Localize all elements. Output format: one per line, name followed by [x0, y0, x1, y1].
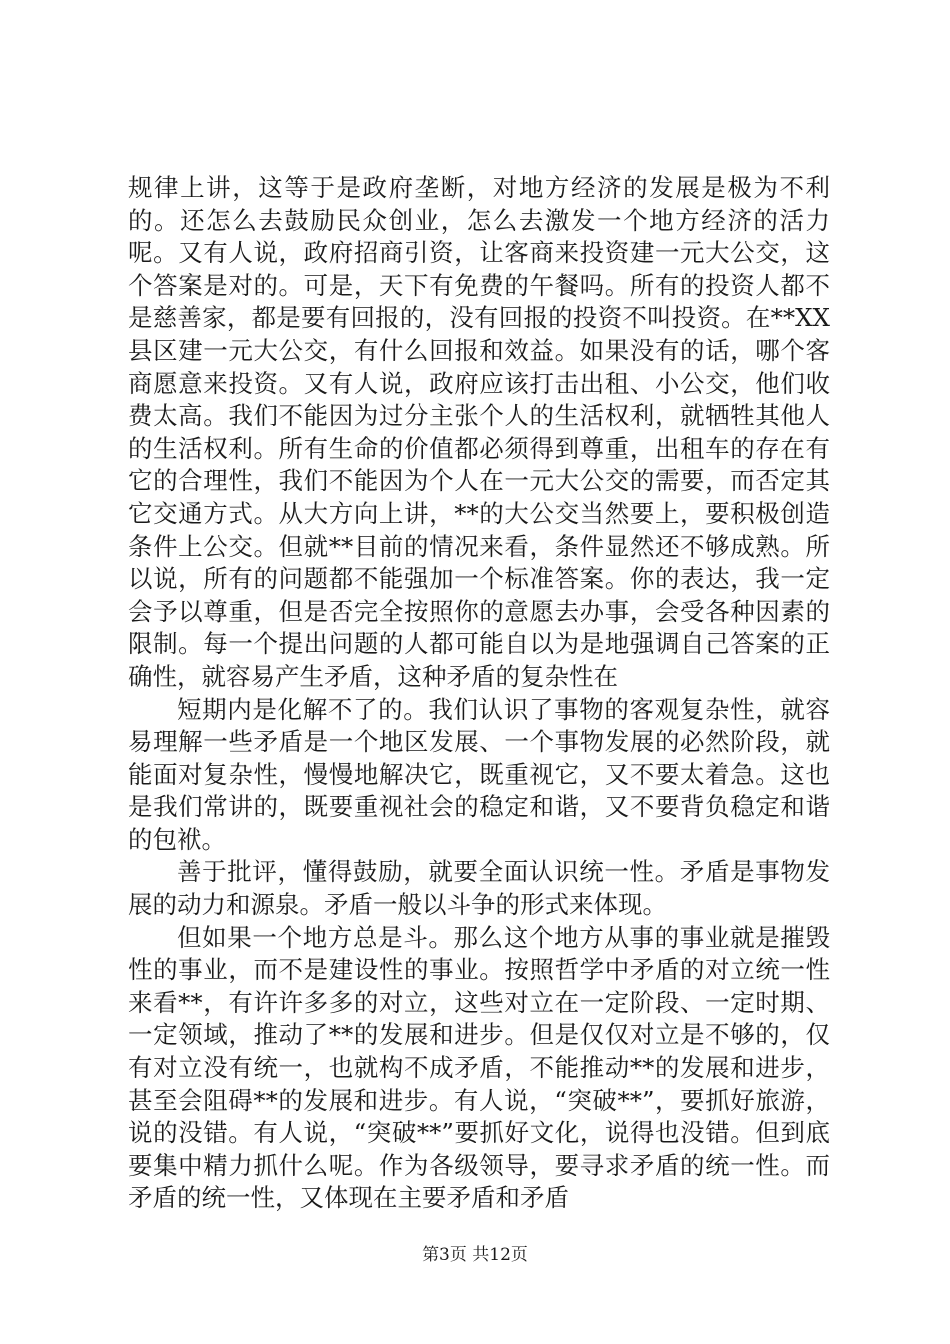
paragraph-4: 但如果一个地方总是斗。那么这个地方从事的事业就是摧毁性的事业，而不是建设性的事业。按照哲学中矛盾的对立统一性来看**，有许许多多的对立，这些对立在一定阶段、一定时期、一定领域，推动了**的发展和进步。但是仅仅对立是不够的，仅有对立没有统一，也就构不成矛盾，不能推动**的发展和进步，甚至会阻碍**的发展和进步。有人说，“突破**”，要抓好旅游，说的没错。有人说，“突破**”要抓好文化，说得也没错。但到底要集中精力抓什么呢。作为各级领导，要寻求矛盾的统一性。而矛盾的统一性，又体现在主要矛盾和矛盾 — [128, 922, 830, 1213]
document-body — [128, 172, 830, 1215]
paragraph-2: 短期内是化解不了的。我们认识了事物的客观复杂性，就容易理解一些矛盾是一个地区发展、一个事物发展的必然阶段，就能面对复杂性，慢慢地解决它，既重视它，又不要太着急。这也是我们常讲的，既要重视社会的稳定和谐，又不要背负稳定和谐的包袱。 — [128, 694, 830, 854]
page-number-footer: 第3页 共12页 — [422, 1245, 528, 1265]
paragraph-1: 规律上讲，这等于是政府垄断，对地方经济的发展是极为不利的。还怎么去鼓励民众创业，怎么去激发一个地方经济的活力呢。又有人说，政府招商引资，让客商来投资建一元大公交，这个答案是对的。可是，天下有免费的午餐吗。所有的投资人都不是慈善家，都是要有回报的，没有回报的投资不叫投资。在**XX县区建一元大公交，有什么回报和效益。如果没有的话，哪个客商愿意来投资。又有人说，政府应该打击出租、小公交，他们收费太高。我们不能因为过分主张个人的生活权利，就牺牲其他人的生活权利。所有生命的价值都必须得到尊重，出租车的存在有它的合理性，我们不能因为个人在一元大公交的需要，而否定其它交通方式。从大方向上讲，**的大公交当然要上，要积极创造条件上公交。但就**目前的情况来看，条件显然还不够成熟。所以说，所有的问题都不能强加一个标准答案。你的表达，我一定会予以尊重，但是否完全按照你的意愿去办事，会受各种因素的限制。每一个提出问题的人都可能自以为是地强调自己答案的正确性，就容易产生矛盾，这种矛盾的复杂性在 — [128, 173, 830, 691]
paragraph-3: 善于批评，懂得鼓励，就要全面认识统一性。矛盾是事物发展的动力和源泉。矛盾一般以斗争的形式来体现。 — [128, 857, 830, 920]
